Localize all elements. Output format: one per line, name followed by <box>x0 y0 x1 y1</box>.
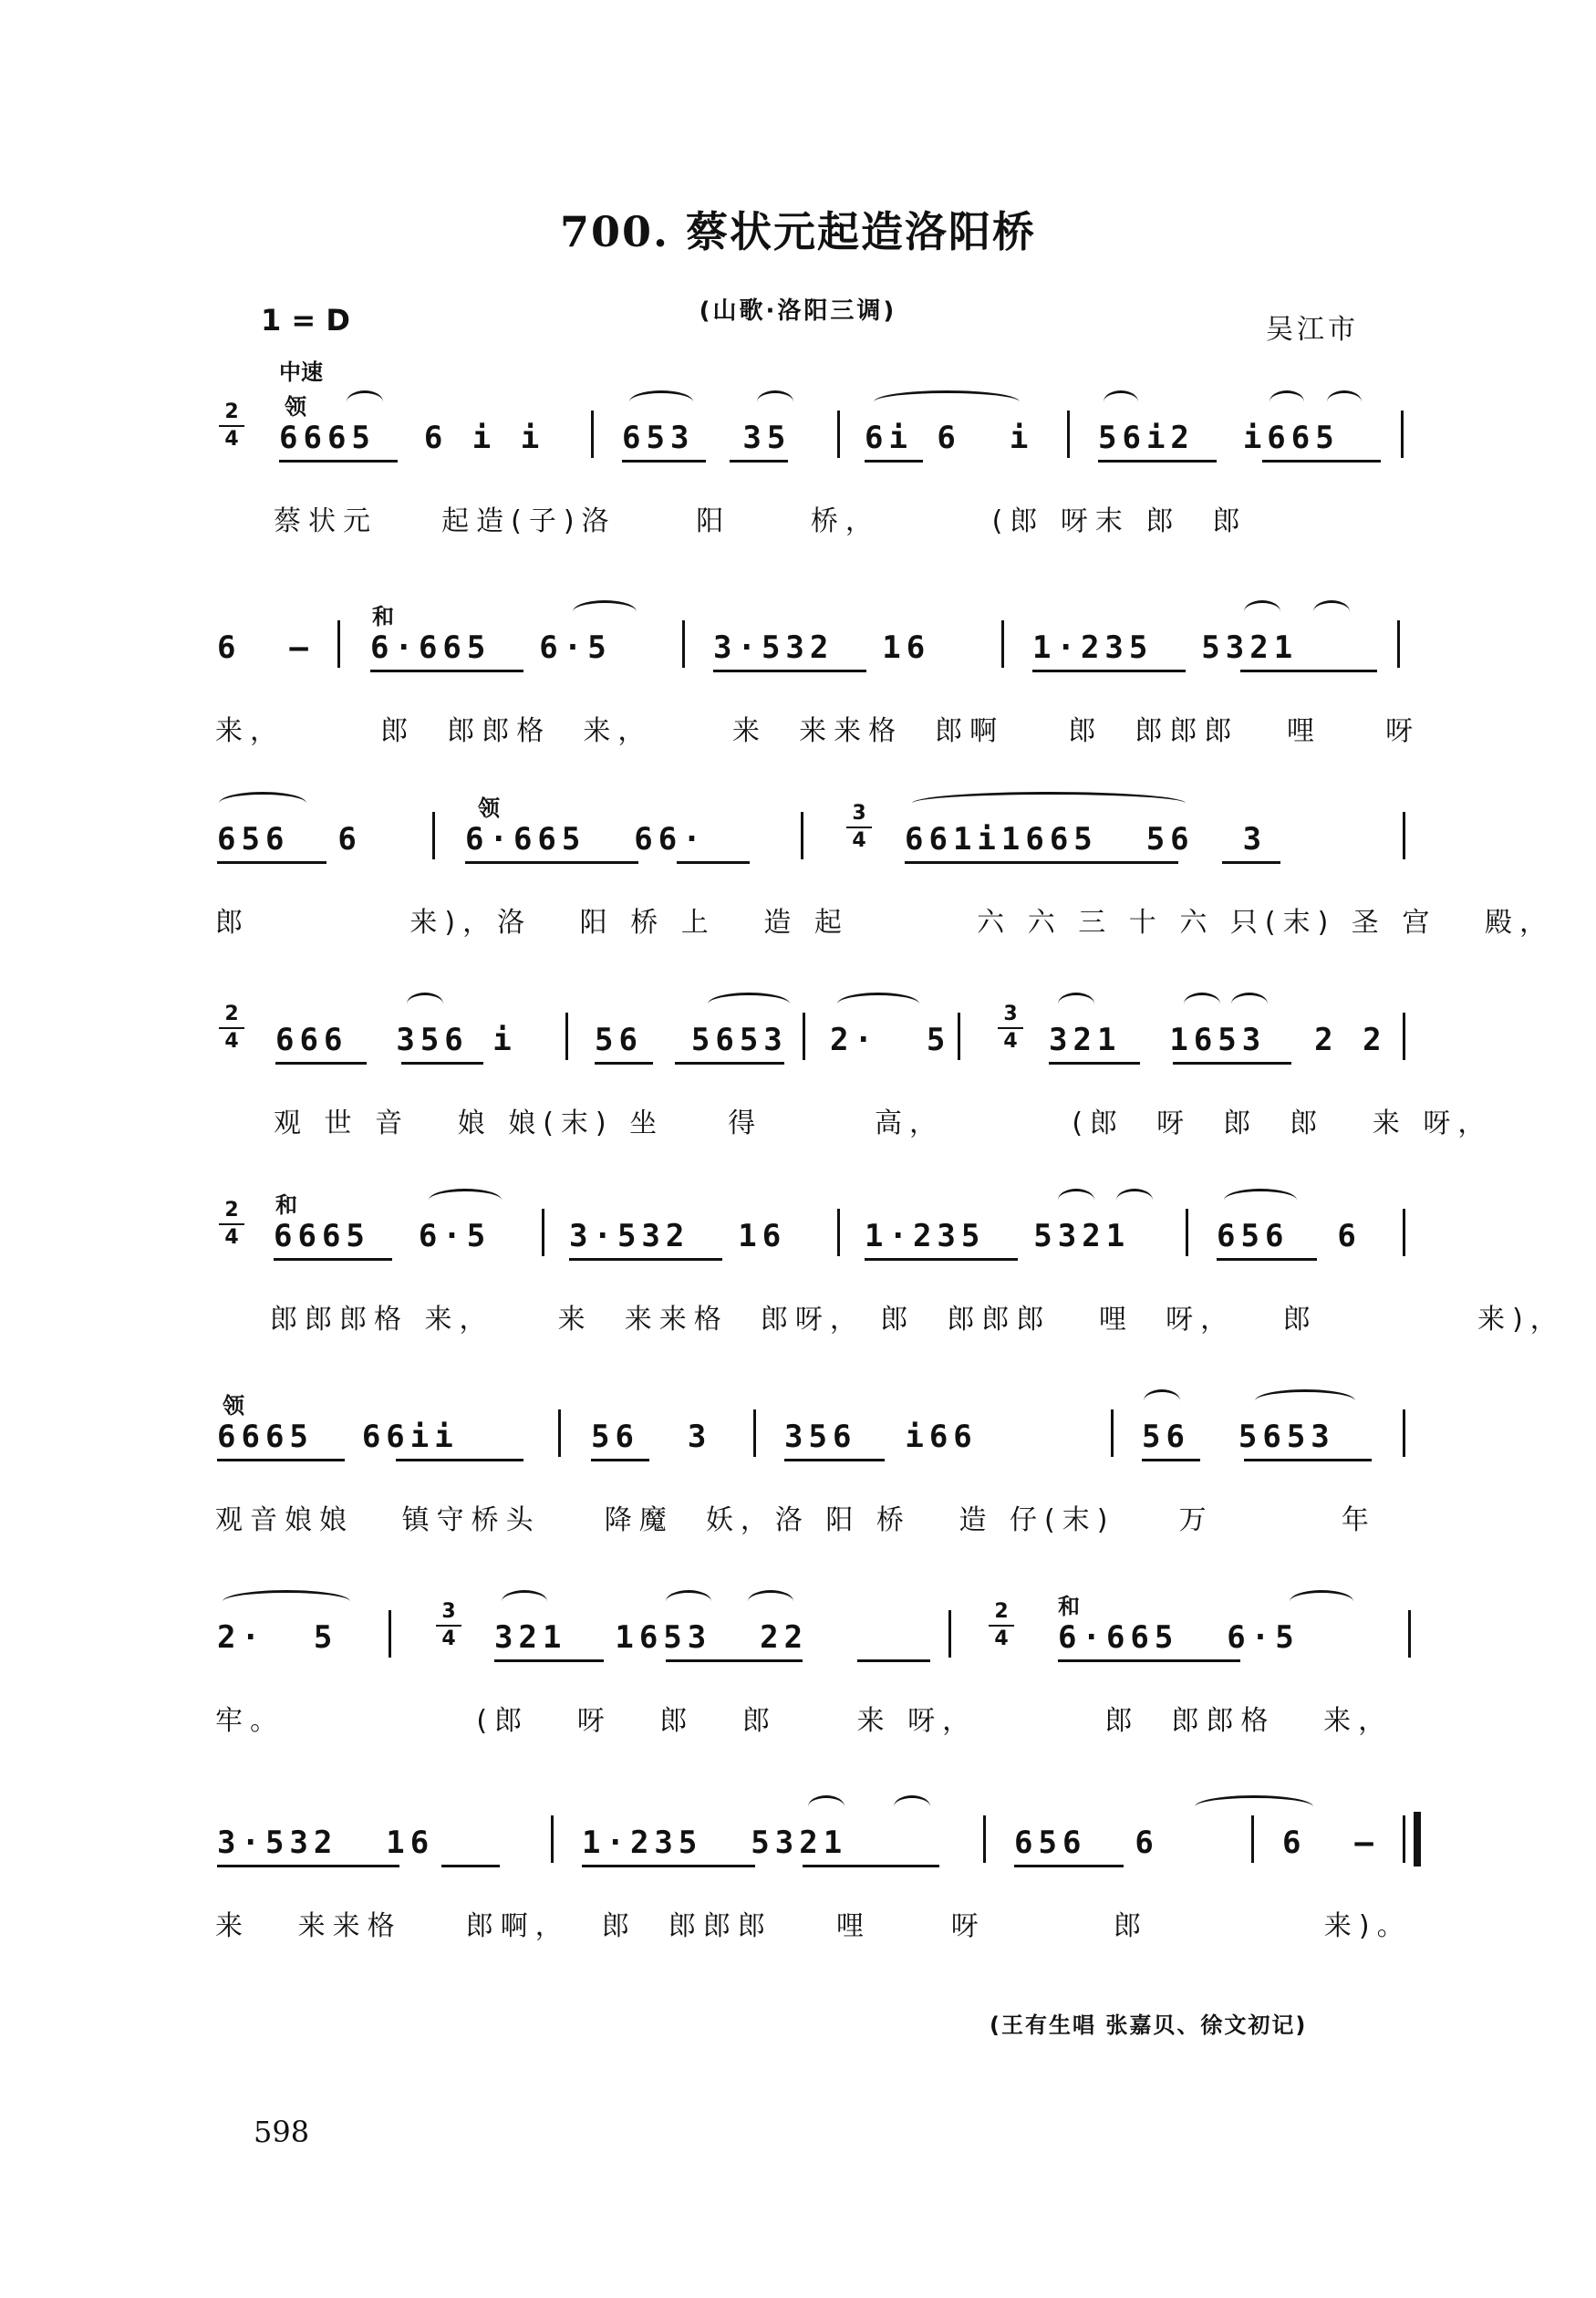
slur <box>429 1189 502 1211</box>
lyric-line: 观音娘娘 镇守桥头 降魔 妖，洛 阳 桥 造 仔(末) 万 年 <box>215 1504 1376 1536</box>
beam <box>217 1459 345 1461</box>
measure: 6·665 6·5 <box>1058 1619 1300 1656</box>
barline <box>1403 1815 1405 1863</box>
beam <box>1142 1459 1200 1461</box>
slur <box>1058 1189 1094 1211</box>
beam <box>569 1258 722 1261</box>
beam <box>1049 1062 1140 1065</box>
beam <box>1014 1865 1124 1867</box>
beam <box>494 1659 604 1662</box>
barline <box>983 1815 986 1863</box>
beam <box>675 1062 784 1065</box>
beam <box>595 1062 653 1065</box>
measure: 321 1653 22 <box>494 1619 809 1656</box>
slur <box>407 993 443 1015</box>
slur <box>1144 1389 1180 1412</box>
beam <box>905 861 1178 864</box>
slur <box>629 390 693 413</box>
part-label: 领 <box>223 1393 244 1419</box>
beam <box>730 460 788 463</box>
beam <box>865 460 923 463</box>
barline <box>682 620 685 668</box>
song-title: 700. 蔡状元起造洛阳桥 <box>559 207 1037 256</box>
slur <box>1231 993 1268 1015</box>
page-number: 598 <box>254 2115 310 2149</box>
barline <box>337 620 340 668</box>
region-label: 吴江市 <box>1266 314 1359 346</box>
slur <box>1270 390 1304 413</box>
measure: 656 6 <box>217 821 362 858</box>
slur <box>757 390 793 413</box>
barline <box>1408 1610 1411 1658</box>
measure: 1·235 5321 <box>865 1218 1131 1254</box>
barline <box>753 1409 756 1457</box>
beam <box>1173 1062 1291 1065</box>
barline <box>1186 1209 1188 1256</box>
beam <box>441 1865 500 1867</box>
part-label: 和 <box>275 1192 297 1218</box>
time-signature: 2 4 <box>219 1002 244 1055</box>
barline <box>1111 1409 1114 1457</box>
lyric-line: 牢。 (郎 呀 郎 郎 来 呀， 郎 郎郎格 来， <box>215 1705 1394 1737</box>
beam <box>1032 670 1186 672</box>
slur <box>1224 1189 1297 1211</box>
slur <box>1290 1590 1353 1613</box>
measure: 6665 66ii <box>217 1419 459 1455</box>
beam <box>677 861 750 864</box>
slur <box>894 1795 930 1818</box>
barline <box>558 1409 561 1457</box>
beam <box>1217 1258 1317 1261</box>
measure: 656 6 <box>1217 1218 1362 1254</box>
lyric-line: 郎 来)，洛 阳 桥 上 造 起 六 六 三 十 六 只(末) 圣 宫 殿， <box>215 907 1554 939</box>
barline <box>542 1209 544 1256</box>
key-signature: 1 = D <box>261 303 350 338</box>
barline <box>1397 620 1400 668</box>
part-label: 领 <box>285 394 306 420</box>
barline <box>1401 411 1404 458</box>
measure: 6665 6 i i <box>279 420 545 456</box>
beam <box>396 1459 523 1461</box>
beam <box>865 1258 1018 1261</box>
measure: 6665 6·5 <box>274 1218 492 1254</box>
final-barline <box>1414 1812 1421 1866</box>
slur <box>874 390 1020 413</box>
lyric-line: 来 来来格 郎啊， 郎 郎郎郎 哩 呀 郎 来)。 <box>215 1910 1412 1942</box>
measure: 56 3 <box>591 1419 712 1455</box>
barline <box>1251 1815 1254 1863</box>
part-label: 领 <box>478 795 500 821</box>
slur <box>1313 600 1350 623</box>
beam <box>784 1459 885 1461</box>
slur <box>708 993 790 1015</box>
beam <box>1222 861 1280 864</box>
barline <box>565 1013 568 1060</box>
barline <box>837 411 840 458</box>
measure: 2· 5 <box>830 1022 951 1058</box>
lyric-line: 郎郎郎格 来， 来 来来格 郎呀， 郎 郎郎郎 哩 呀， 郎 来)， <box>270 1304 1565 1336</box>
slur <box>1058 993 1094 1015</box>
beam <box>274 1258 392 1261</box>
slur <box>1327 390 1362 413</box>
slur <box>502 1590 547 1613</box>
barline <box>432 812 435 859</box>
lyric-line: 观 世 音 娘 娘(末) 坐 得 高， (郎 呀 郎 郎 来 呀， <box>274 1107 1493 1139</box>
measure: 3·532 16 <box>713 629 931 666</box>
measure: 1·235 5321 <box>582 1825 848 1861</box>
beam <box>582 1865 755 1867</box>
slur <box>748 1590 793 1613</box>
beam <box>275 1062 367 1065</box>
slur <box>1184 993 1220 1015</box>
measure: 2· 5 <box>217 1619 338 1656</box>
slur <box>1195 1795 1313 1818</box>
slur <box>837 993 919 1015</box>
barline <box>389 1610 391 1658</box>
barline <box>1403 1013 1405 1060</box>
measure: 6·665 66· <box>465 821 707 858</box>
barline <box>551 1815 554 1863</box>
slur <box>223 1590 350 1613</box>
measure: 3·532 16 <box>217 1825 435 1861</box>
beam <box>217 861 326 864</box>
slur <box>1244 600 1280 623</box>
slur <box>808 1795 845 1818</box>
measure: 56 5653 <box>595 1022 788 1058</box>
barline <box>801 812 803 859</box>
time-signature: 3 4 <box>846 801 872 854</box>
slur <box>1104 390 1138 413</box>
slur <box>347 390 383 413</box>
measure: 656 6 <box>1014 1825 1159 1861</box>
time-signature: 2 4 <box>219 1198 244 1251</box>
time-signature: 3 4 <box>436 1599 461 1652</box>
beam <box>803 1865 939 1867</box>
measure: 321 1653 2 2 <box>1049 1022 1387 1058</box>
beam <box>591 1459 649 1461</box>
time-signature: 2 4 <box>989 1599 1014 1652</box>
lyric-line: 蔡状元 起造(子)洛 阳 桥， (郎 呀末 郎 郎 <box>274 505 1248 537</box>
measure: 6·665 6·5 <box>370 629 612 666</box>
measure: 3·532 16 <box>569 1218 787 1254</box>
slur <box>1116 1189 1153 1211</box>
measure: 1·235 5321 <box>1032 629 1299 666</box>
beam <box>1098 460 1217 463</box>
barline <box>591 411 594 458</box>
song-genre: (山歌·洛阳三调) <box>699 297 897 325</box>
barline <box>958 1013 960 1060</box>
barline <box>1403 1209 1405 1256</box>
time-signature: 3 4 <box>998 1002 1023 1055</box>
beam <box>1262 460 1381 463</box>
slur <box>1255 1389 1355 1412</box>
beam <box>370 670 523 672</box>
measure: 6i 6 i <box>865 420 1034 456</box>
beam <box>401 1062 483 1065</box>
beam <box>857 1659 930 1662</box>
measure: 56i2 i665 <box>1098 420 1340 456</box>
part-label: 和 <box>372 604 394 629</box>
beam <box>279 460 398 463</box>
barline <box>1403 1409 1405 1457</box>
part-label: 和 <box>1058 1594 1080 1619</box>
barline <box>948 1610 951 1658</box>
measure: 356 i66 <box>784 1419 978 1455</box>
beam <box>713 670 866 672</box>
beam <box>622 460 706 463</box>
performer-credit: (王有生唱 张嘉贝、徐文初记) <box>990 2012 1308 2038</box>
tempo-marking: 中速 <box>279 359 323 385</box>
measure: 661i1665 56 3 <box>905 821 1268 858</box>
beam <box>1058 1659 1240 1662</box>
measure: 6 – <box>217 629 314 666</box>
time-signature: 2 4 <box>219 400 244 452</box>
barline <box>1067 411 1070 458</box>
measure: 6 – <box>1282 1825 1379 1861</box>
barline <box>1001 620 1004 668</box>
barline <box>837 1209 840 1256</box>
barline <box>803 1013 805 1060</box>
slur <box>912 792 1186 815</box>
slur <box>573 600 637 623</box>
beam <box>217 1865 399 1867</box>
measure: 653 35 <box>622 420 792 456</box>
barline <box>1403 812 1405 859</box>
beam <box>1244 1459 1372 1461</box>
beam <box>666 1659 803 1662</box>
slur <box>666 1590 711 1613</box>
lyric-line: 来， 郎 郎郎格 来， 来 来来格 郎啊 郎 郎郎郎 哩 呀 <box>215 715 1421 747</box>
slur <box>219 792 306 815</box>
measure: 56 5653 <box>1142 1419 1335 1455</box>
measure: 666 356 i <box>275 1022 517 1058</box>
beam <box>465 861 638 864</box>
beam <box>1240 670 1377 672</box>
